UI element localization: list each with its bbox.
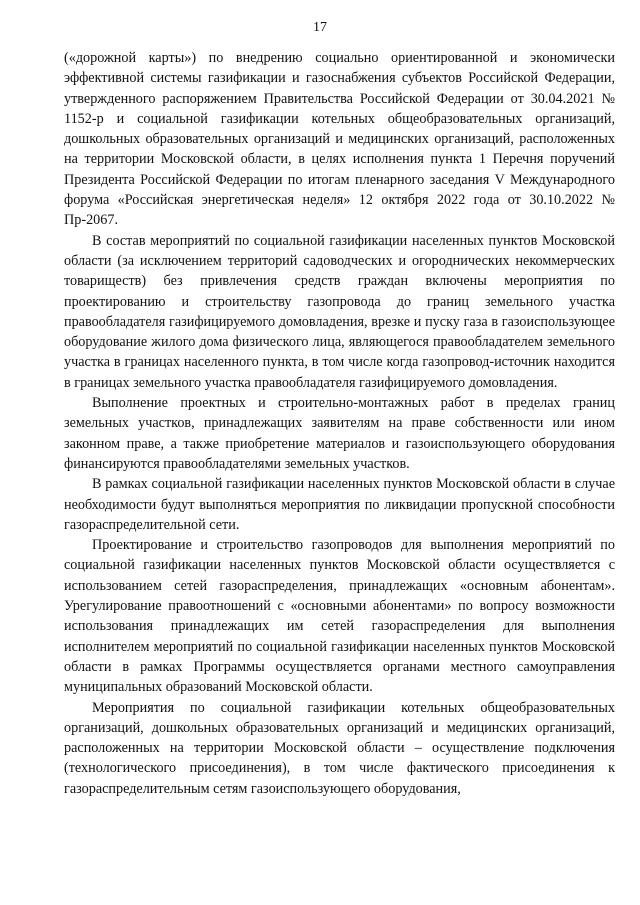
document-body [64,48,615,799]
paragraph-5: Проектирование и строительство газопроводов для выполнения мероприятий по социальной газификации населенных пунктов Московской области осуществляется с использованием сетей газораспределения, принадлежащих «основным абонентам». Урегулирование правоотношений с «основными абонентами» по вопросу возможности использования принадлежащих им сетей газораспределения для выполнения исполнителем мероприятий по социальной газификации населенных пунктов Московской области в рамках Программы осуществляется органами местного самоуправления муниципальных образований Московской области. [64,537,615,696]
paragraph-2: В состав мероприятий по социальной газификации населенных пунктов Московской области (за исключением территорий садоводческих и огороднических некоммерческих товариществ) без привлечения средств граждан включены мероприятия по проектированию и строительству газопровода до границ земельного участка правообладателя газифицируемого домовладения, врезке и пуску газа в газоиспользующее оборудование жилого дома физического лица, являющегося правообладателем земельного участка в границах населенного пункта, в том числе когда газопровод-источник находится в границах земельного участка правообладателя газифицируемого домовладения. [64,232,615,391]
paragraph-3: Выполнение проектных и строительно-монтажных работ в пределах границ земельных участков, принадлежащих заявителям на праве собственности или ином законном праве, а также приобретение материалов и газоиспользующего оборудования финансируются правообладателями земельных участков. [64,395,615,472]
paragraph-4: В рамках социальной газификации населенных пунктов Московской области в случае необходимости будут выполняться мероприятия по ликвидации пропускной способности газораспределительной сети. [64,476,615,533]
page-number: 17 [313,20,327,35]
paragraph-1: («дорожной карты») по внедрению социально ориентированной и экономически эффективной системы газификации и газоснабжения субъектов Российской Федерации, утвержденного распоряжением Правительства Российской Федерации от 30.04.2021 № 1152-р и социальной газификации котельных общеобразовательных организаций, дошкольных образовательных организаций и медицинских организаций, расположенных на территории Московской области, в целях исполнения пункта 1 Перечня поручений Президента Российской Федерации по итогам пленарного заседания V Международного форума «Российская энергетическая неделя» 12 октября 2022 года от 30.10.2022 № Пр-2067. [64,50,615,229]
paragraph-6: Мероприятия по социальной газификации котельных общеобразовательных организаций, дошкольных образовательных организаций и медицинских организаций, расположенных на территории Московской области – осуществление подключения (технологического присоединения), в том числе фактического присоединения к газораспределительным сетям газоиспользующего оборудования, [64,699,615,797]
